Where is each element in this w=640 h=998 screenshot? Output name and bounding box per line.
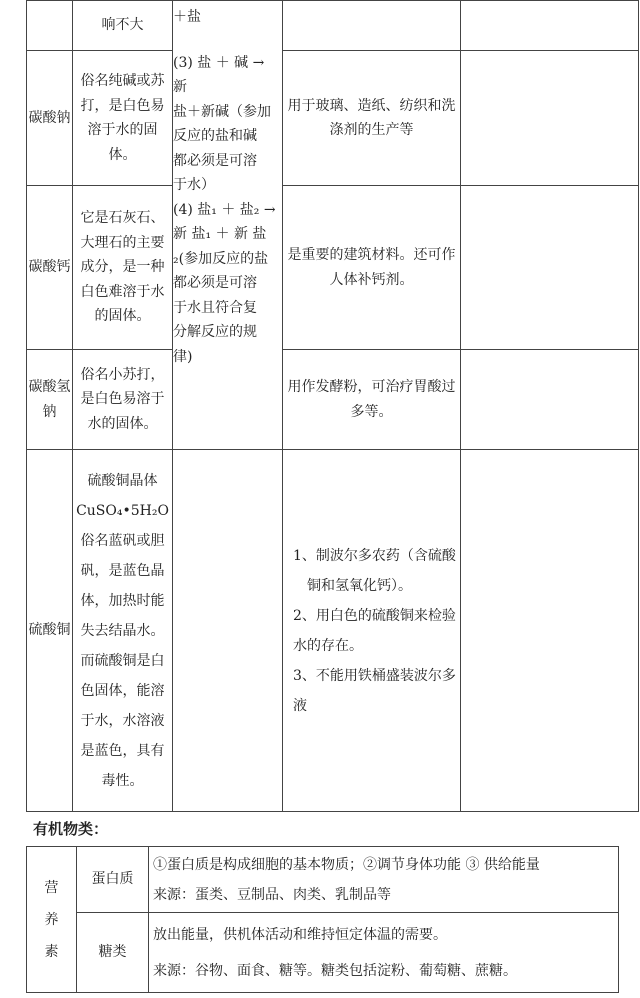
nutrient-name: 蛋白质 bbox=[77, 847, 149, 913]
section-title: 有机物类： bbox=[33, 820, 109, 838]
nutrient-info: ①蛋白质是构成细胞的基本物质；②调节身体功能 ③ 供给能量 来源：蛋类、豆制品、肉类、乳制品等 bbox=[149, 847, 619, 913]
empty-cell bbox=[173, 450, 283, 812]
substance-desc: 硫酸铜晶体 CuSO₄•5H₂O 俗名蓝矾或胆 矾，是蓝色晶 体，加热时能 失去结晶水。 而硫酸铜是白 色固体，能溶 于水，水溶液 是蓝色，具有 毒性。 bbox=[73, 450, 173, 812]
substance-name: 碳酸钙 bbox=[27, 186, 73, 350]
substance-use: 用于玻璃、造纸、纺织和洗 涤剂的生产等 bbox=[283, 51, 461, 186]
row0-reaction: ＋盐 bbox=[173, 1, 283, 51]
substance-name: 碳酸氢钠 bbox=[27, 350, 73, 450]
empty-cell bbox=[461, 350, 639, 450]
substance-use: 用作发酵粉，可治疗胃酸过 多等。 bbox=[283, 350, 461, 450]
substance-desc: 俗名纯碱或苏 打，是白色易 溶于水的固 体。 bbox=[73, 51, 173, 186]
substance-use: 是重要的建筑材料。还可作 人体补钙剂。 bbox=[283, 186, 461, 350]
substance-desc: 俗名小苏打， 是白色易溶于 水的固体。 bbox=[73, 350, 173, 450]
salt-properties-table bbox=[26, 0, 639, 812]
nutrient-info: 放出能量，供机体活动和维持恒定体温的需要。 来源：谷物、面食、糖等。糖类包括淀粉、葡萄糖、蔗糖。 bbox=[149, 913, 619, 993]
empty-cell bbox=[461, 1, 639, 51]
empty-cell bbox=[283, 1, 461, 51]
empty-cell bbox=[461, 51, 639, 186]
empty-cell bbox=[27, 1, 73, 51]
substance-desc: 它是石灰石、 大理石的主要 成分，是一种 白色难溶于水 的固体。 bbox=[73, 186, 173, 350]
nutrients-table bbox=[26, 846, 619, 993]
substance-name: 硫酸铜 bbox=[27, 450, 73, 812]
nutrient-group-label: 营 养 素 bbox=[27, 847, 77, 993]
substance-use: 1、制波尔多农药（含硫酸 铜和氢氧化钙）。 2、用白色的硫酸铜来检验 水的存在。 3、不能用铁桶盛装波尔多 液 bbox=[283, 450, 461, 812]
nutrient-name: 糖类 bbox=[77, 913, 149, 993]
substance-name: 碳酸钠 bbox=[27, 51, 73, 186]
reaction-rules: (3) 盐 ＋ 碱 → 新 盐＋新碱（参加 反应的盐和碱 都必须是可溶 于水） (4) 盐₁ ＋ 盐₂ → 新 盐₁ ＋ 新 盐 ₂(参加反应的盐 都必须是可溶 于水且符合复 分解反应的规 律) bbox=[173, 51, 283, 450]
row0-desc: 响不大 bbox=[73, 1, 173, 51]
empty-cell bbox=[461, 450, 639, 812]
empty-cell bbox=[461, 186, 639, 350]
